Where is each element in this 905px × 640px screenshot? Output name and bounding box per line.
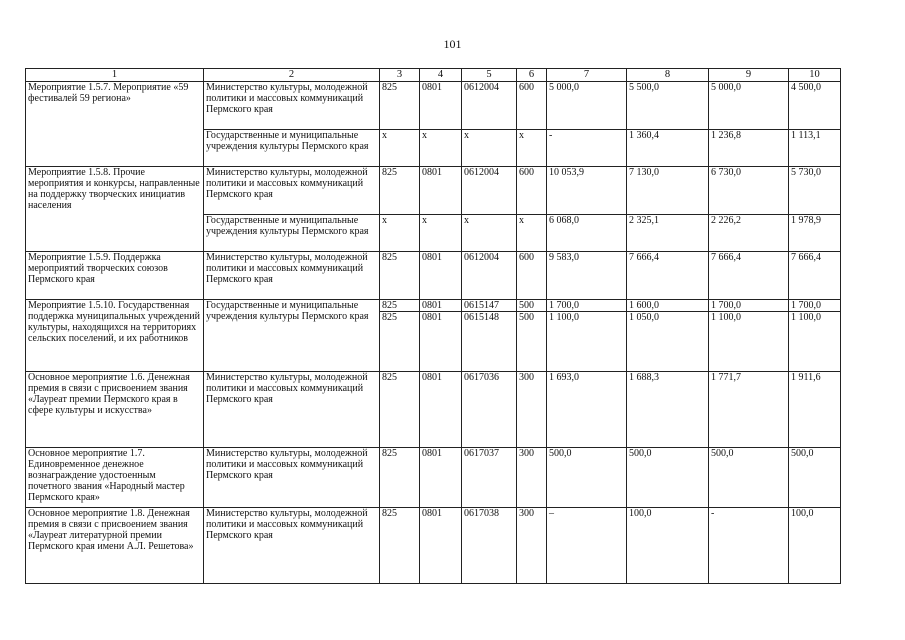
amount-cell: 5 000,0 [709, 82, 789, 130]
code-value: 0801 [422, 300, 442, 311]
amount-value: 1 600,0 [629, 300, 659, 311]
amount-cell: 10 053,9 [547, 167, 627, 215]
amount-value: 1 100,0 [789, 311, 840, 323]
event-name-cell: Мероприятие 1.5.8. Прочие мероприятия и конкурсы, направленные на поддержку творческих инициатив населения [26, 167, 204, 252]
code-value: 825 [380, 311, 419, 323]
header-cell: 8 [627, 69, 709, 82]
amount-cell: 7 666,4 [627, 252, 709, 300]
code-cell: 0801 [420, 167, 462, 215]
executor-cell: Министерство культуры, молодежной политики и массовых коммуникаций Пермского края [204, 448, 380, 508]
code-value: 500 [517, 311, 546, 323]
code-cell: 300 [517, 372, 547, 448]
code-cell: x [517, 215, 547, 252]
amount-cell [789, 300, 841, 372]
amount-cell: 5 000,0 [547, 82, 627, 130]
code-value: 0615147 [464, 300, 499, 311]
amount-value: 1 100,0 [547, 311, 626, 323]
amount-value: 1 700,0 [791, 300, 821, 311]
header-cell: 1 [26, 69, 204, 82]
amount-cell: - [547, 130, 627, 167]
event-name-cell: Основное мероприятие 1.8. Денежная премия в связи с присвоением звания «Лауреат литературной премии Пермского края имени А.Л. Решетова» [26, 508, 204, 584]
code-cell: 825 [380, 167, 420, 215]
table-row [26, 372, 841, 448]
amount-cell [547, 300, 627, 372]
amount-value: 1 050,0 [627, 311, 708, 323]
amount-value: 1 700,0 [549, 300, 579, 311]
table-row [26, 252, 841, 300]
code-cell: 600 [517, 82, 547, 130]
amount-cell: 1 693,0 [547, 372, 627, 448]
amount-cell: 1 360,4 [627, 130, 709, 167]
executor-cell: Государственные и муниципальные учреждения культуры Пермского края [204, 215, 380, 252]
amount-cell: 500,0 [627, 448, 709, 508]
code-cell: x [517, 130, 547, 167]
amount-cell: 7 666,4 [709, 252, 789, 300]
event-name-cell: Мероприятие 1.5.7. Мероприятие «59 фестивалей 59 региона» [26, 82, 204, 167]
code-cell: x [380, 215, 420, 252]
table-row [26, 167, 841, 215]
code-cell: 0801 [420, 372, 462, 448]
amount-cell: 500,0 [709, 448, 789, 508]
code-cell: 0612004 [462, 167, 517, 215]
header-cell: 3 [380, 69, 420, 82]
code-value: 825 [382, 300, 397, 311]
amount-cell: 9 583,0 [547, 252, 627, 300]
table-row [26, 508, 841, 584]
event-name-cell: Основное мероприятие 1.7. Единовременное денежное вознаграждение удостоенным почетного звания «Народный мастер Пермского края» [26, 448, 204, 508]
amount-cell: 1 978,9 [789, 215, 841, 252]
amount-cell: 7 666,4 [789, 252, 841, 300]
table-row [26, 82, 841, 130]
code-cell: 0801 [420, 508, 462, 584]
code-cell [462, 300, 517, 372]
code-value: 0615148 [462, 311, 516, 323]
code-cell: 600 [517, 167, 547, 215]
amount-cell: 500,0 [789, 448, 841, 508]
amount-cell: 2 325,1 [627, 215, 709, 252]
header-cell: 6 [517, 69, 547, 82]
code-cell [517, 300, 547, 372]
table-header-row [26, 69, 841, 82]
code-value: 0801 [420, 311, 461, 323]
code-cell: 0617036 [462, 372, 517, 448]
amount-cell: – [547, 508, 627, 584]
amount-value: 1 100,0 [709, 311, 788, 323]
code-cell: 0617038 [462, 508, 517, 584]
executor-cell: Министерство культуры, молодежной политики и массовых коммуникаций Пермского края [204, 508, 380, 584]
amount-cell: 4 500,0 [789, 82, 841, 130]
event-name-cell: Мероприятие 1.5.9. Поддержка мероприятий творческих союзов Пермского края [26, 252, 204, 300]
table-row [26, 300, 841, 372]
executor-cell: Министерство культуры, молодежной политики и массовых коммуникаций Пермского края [204, 82, 380, 130]
header-cell: 5 [462, 69, 517, 82]
executor-cell: Министерство культуры, молодежной политики и массовых коммуникаций Пермского края [204, 252, 380, 300]
code-cell: x [420, 130, 462, 167]
code-cell: 0617037 [462, 448, 517, 508]
table-row [26, 448, 841, 508]
amount-cell: 6 068,0 [547, 215, 627, 252]
page-number: 101 [443, 37, 462, 51]
code-cell: x [462, 215, 517, 252]
code-cell [420, 300, 462, 372]
code-cell: 0801 [420, 448, 462, 508]
code-cell: 300 [517, 448, 547, 508]
event-name-cell: Основное мероприятие 1.6. Денежная премия в связи с присвоением звания «Лауреат премии Пермского края в сфере культуры и искусства» [26, 372, 204, 448]
amount-cell: 5 730,0 [789, 167, 841, 215]
amount-cell: 7 130,0 [627, 167, 709, 215]
code-cell: 0612004 [462, 252, 517, 300]
executor-cell: Министерство культуры, молодежной политики и массовых коммуникаций Пермского края [204, 372, 380, 448]
amount-cell: 2 226,2 [709, 215, 789, 252]
budget-table [25, 68, 841, 584]
executor-cell: Государственные и муниципальные учреждения культуры Пермского края [204, 300, 380, 372]
code-cell: 0801 [420, 82, 462, 130]
amount-cell: 1 771,7 [709, 372, 789, 448]
code-cell: 825 [380, 372, 420, 448]
amount-cell [709, 300, 789, 372]
amount-cell: 500,0 [547, 448, 627, 508]
code-cell: 300 [517, 508, 547, 584]
code-cell: x [380, 130, 420, 167]
amount-cell: 6 730,0 [709, 167, 789, 215]
amount-value: 1 700,0 [711, 300, 741, 311]
amount-cell: 1 113,1 [789, 130, 841, 167]
code-cell: 825 [380, 82, 420, 130]
event-name-cell: Мероприятие 1.5.10. Государственная поддержка муниципальных учреждений культуры, находящихся на территориях сельских поселений, и их работников [26, 300, 204, 372]
code-cell: 825 [380, 508, 420, 584]
amount-cell: 5 500,0 [627, 82, 709, 130]
code-value: 500 [519, 300, 534, 311]
code-cell: x [462, 130, 517, 167]
header-cell: 10 [789, 69, 841, 82]
code-cell [380, 300, 420, 372]
amount-cell: 1 236,8 [709, 130, 789, 167]
code-cell: 825 [380, 448, 420, 508]
header-cell: 9 [709, 69, 789, 82]
header-cell: 7 [547, 69, 627, 82]
amount-cell: - [709, 508, 789, 584]
amount-cell [627, 300, 709, 372]
amount-cell: 1 688,3 [627, 372, 709, 448]
header-cell: 4 [420, 69, 462, 82]
code-cell: x [420, 215, 462, 252]
code-cell: 0801 [420, 252, 462, 300]
amount-cell: 100,0 [627, 508, 709, 584]
code-cell: 825 [380, 252, 420, 300]
executor-cell: Государственные и муниципальные учреждения культуры Пермского края [204, 130, 380, 167]
amount-cell: 1 911,6 [789, 372, 841, 448]
code-cell: 0612004 [462, 82, 517, 130]
amount-cell: 100,0 [789, 508, 841, 584]
header-cell: 2 [204, 69, 380, 82]
code-cell: 600 [517, 252, 547, 300]
executor-cell: Министерство культуры, молодежной политики и массовых коммуникаций Пермского края [204, 167, 380, 215]
